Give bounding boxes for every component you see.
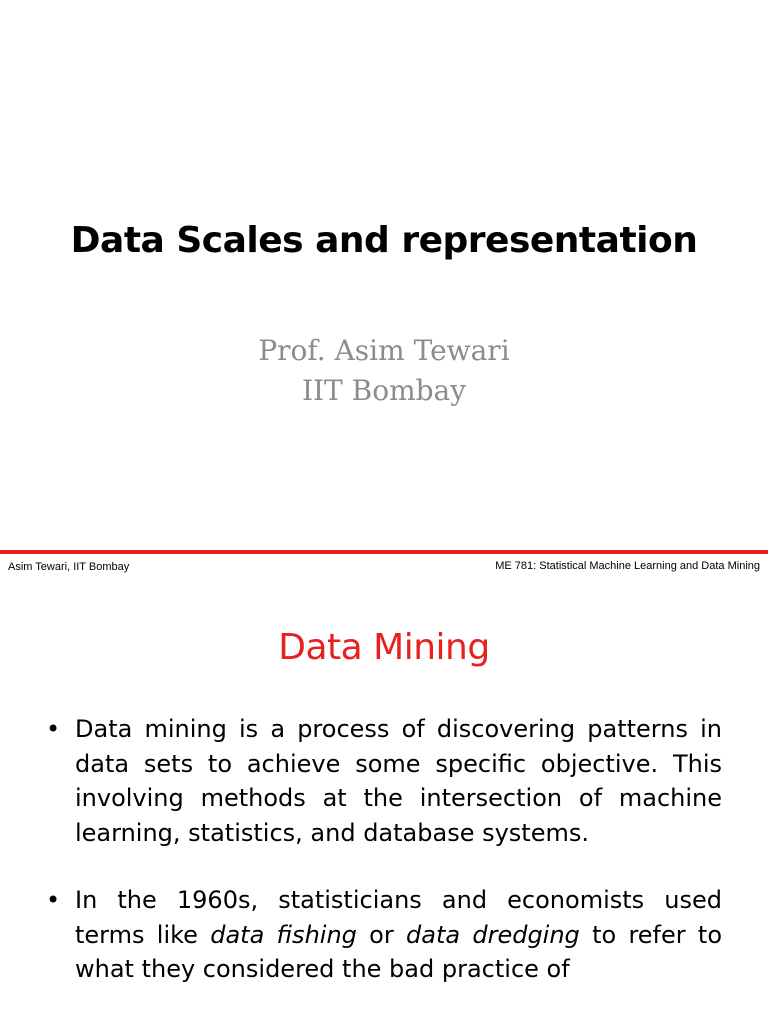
slide-subtitle: [0, 331, 768, 411]
bullet-icon: •: [46, 715, 61, 743]
footer-course: ME 781: Statistical Machine Learning and Data Mining: [495, 560, 760, 572]
bullet-text-part: In the 1960s, statisticians and economists used terms like: [75, 886, 722, 949]
bullet-text: Data mining is a process of discovering patterns in data sets to achieve some specific objective. This involving methods at the intersection of machine learning, statistics, and database systems.: [75, 715, 722, 847]
slide-title: Data Scales and representation: [70, 220, 698, 261]
footer-author: Asim Tewari, IIT Bombay: [8, 561, 130, 573]
author-institution: IIT Bombay: [301, 374, 467, 407]
emphasis-term: data fishing: [210, 920, 357, 949]
bullet-text-part: to refer to what they considered the bad practice of: [75, 920, 723, 983]
section-title: Data Mining: [278, 627, 490, 668]
list-item: [46, 712, 722, 850]
bullet-icon: •: [46, 886, 61, 914]
list-item: [46, 883, 722, 987]
author-name: Prof. Asim Tewari: [258, 334, 510, 367]
bullet-text-part: or: [356, 920, 406, 949]
bullet-list: [46, 712, 722, 1020]
emphasis-term: data dredging: [406, 920, 580, 949]
footer-divider: [0, 550, 768, 554]
